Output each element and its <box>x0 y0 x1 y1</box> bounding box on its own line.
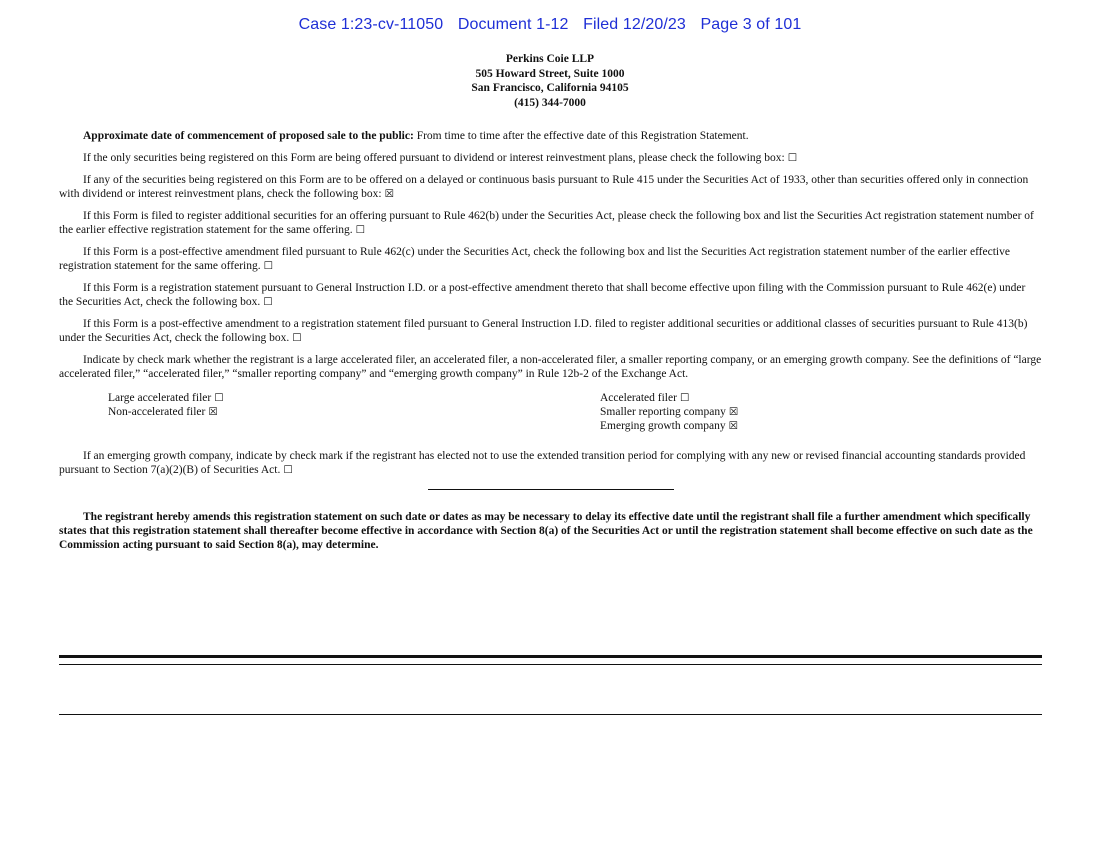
filer-status-table <box>59 391 1042 441</box>
page-number: Page 3 of 101 <box>700 16 802 33</box>
court-filing-stamp <box>0 16 1100 34</box>
accelerated-checkbox[interactable]: ☐ <box>679 392 690 404</box>
filer-emerging-growth: Emerging growth company ☒ <box>600 420 739 432</box>
filed-date: Filed 12/20/23 <box>583 16 686 33</box>
commencement-text: From time to time after the effective date of this Registration Statement. <box>413 130 749 142</box>
rule-462b-paragraph <box>59 209 1042 237</box>
filer-column-right <box>600 391 738 433</box>
rule-415-checkbox[interactable]: ☒ <box>384 188 394 200</box>
document-body <box>59 129 1042 552</box>
filer-column-left <box>108 391 224 419</box>
rule-462c-text: If this Form is a post-effective amendment filed pursuant to Rule 462(c) under the Securities Act, check the following box and list the Securities Act registration statement number of the earlier effective registration statement for the same offering. <box>59 246 1010 272</box>
firm-name: Perkins Coie LLP <box>505 53 595 65</box>
rule-462c-checkbox[interactable]: ☐ <box>263 260 274 272</box>
filer-accelerated: Accelerated filer ☐ <box>600 392 690 404</box>
delaying-amendment-paragraph: The registrant hereby amends this registration statement on such date or dates as may be necessary to delay its effective date until the registrant shall file a further amendment which specifically states that this registration statement shall thereafter become effective in accordance with Section 8(a) of the Securities Act or until the registration statement shall become effective on such date as the Commission acting pursuant to said Section 8(a), may determine. <box>59 511 1033 551</box>
bottom-rule-divider <box>59 714 1042 715</box>
firm-city: San Francisco, California 94105 <box>471 82 629 94</box>
rule-415-text: If any of the securities being registered on this Form are to be offered on a delayed or continuous basis pursuant to Rule 415 under the Securities Act of 1933, other than securities offered only in connection with dividend or interest reinvestment plans, check the following box: <box>59 174 1029 200</box>
smaller-reporting-checkbox[interactable]: ☒ <box>728 406 739 418</box>
rule-462c-paragraph <box>59 245 1042 273</box>
document-number: Document 1-12 <box>457 16 569 33</box>
non-accelerated-checkbox[interactable]: ☒ <box>208 406 218 418</box>
rule-462e-text: If this Form is a registration statement pursuant to General Instruction I.D. or a post-effective amendment thereto that shall become effective upon filing with the Commission pursuant to Rule 462(e) under the Securities Act, check the following box. <box>59 282 1026 308</box>
rule-462e-checkbox[interactable]: ☐ <box>263 296 273 308</box>
rule-415-paragraph <box>59 173 1042 201</box>
dividend-plans-checkbox[interactable]: ☐ <box>787 152 798 164</box>
case-number: Case 1:23-cv-11050 <box>298 16 444 33</box>
filer-status-paragraph: Indicate by check mark whether the registrant is a large accelerated filer, an accelerated filer, a non-accelerated filer, a smaller reporting company, or an emerging growth company. See the definitions of “large accelerated filer,” “accelerated filer,” “smaller reporting company” and “emerging growth company” in Rule 12b-2 of the Exchange Act. <box>59 354 1042 380</box>
large-accelerated-checkbox[interactable]: ☐ <box>214 392 224 404</box>
filer-smaller-reporting: Smaller reporting company ☒ <box>600 406 739 418</box>
filer-large-accelerated: Large accelerated filer ☐ <box>108 392 224 404</box>
emerging-growth-checkbox[interactable]: ☒ <box>728 420 739 432</box>
rule-462b-checkbox[interactable]: ☐ <box>355 224 366 236</box>
transition-period-text: If an emerging growth company, indicate by check mark if the registrant has elected not to use the extended transition period for complying with any new or revised financial accounting standards provided pursuant to Section 7(a)(2)(B) of Securities Act. <box>59 450 1026 476</box>
rule-413b-checkbox[interactable]: ☐ <box>292 332 302 344</box>
commencement-paragraph <box>59 129 1042 143</box>
rule-462b-text: If this Form is filed to register additional securities for an offering pursuant to Rule 462(b) under the Securities Act, please check the following box and list the Securities Act registration statement number of the earlier effective registration statement for the same offering. <box>59 210 1034 236</box>
dividend-plans-paragraph <box>59 151 1042 165</box>
dividend-plans-text: If the only securities being registered on this Form are being offered pursuant to dividend or interest reinvestment plans, please check the following box: <box>83 152 785 164</box>
transition-period-checkbox[interactable]: ☐ <box>283 464 293 476</box>
rule-413b-paragraph <box>59 317 1042 345</box>
transition-period-paragraph <box>59 449 1042 477</box>
section-divider <box>428 489 674 490</box>
filer-non-accelerated: Non-accelerated filer ☒ <box>108 406 218 418</box>
firm-street: 505 Howard Street, Suite 1000 <box>475 67 625 80</box>
double-rule-divider <box>59 655 1042 665</box>
commencement-label: Approximate date of commencement of proposed sale to the public: <box>83 130 414 142</box>
rule-413b-text: If this Form is a post-effective amendment to a registration statement filed pursuant to General Instruction I.D. filed to register additional securities or additional classes of securities pursuant to Rule 413(b) under the Securities Act, check the following box. <box>59 318 1028 344</box>
firm-phone: (415) 344-7000 <box>514 96 586 109</box>
letterhead <box>0 52 1100 110</box>
rule-462e-paragraph <box>59 281 1042 309</box>
